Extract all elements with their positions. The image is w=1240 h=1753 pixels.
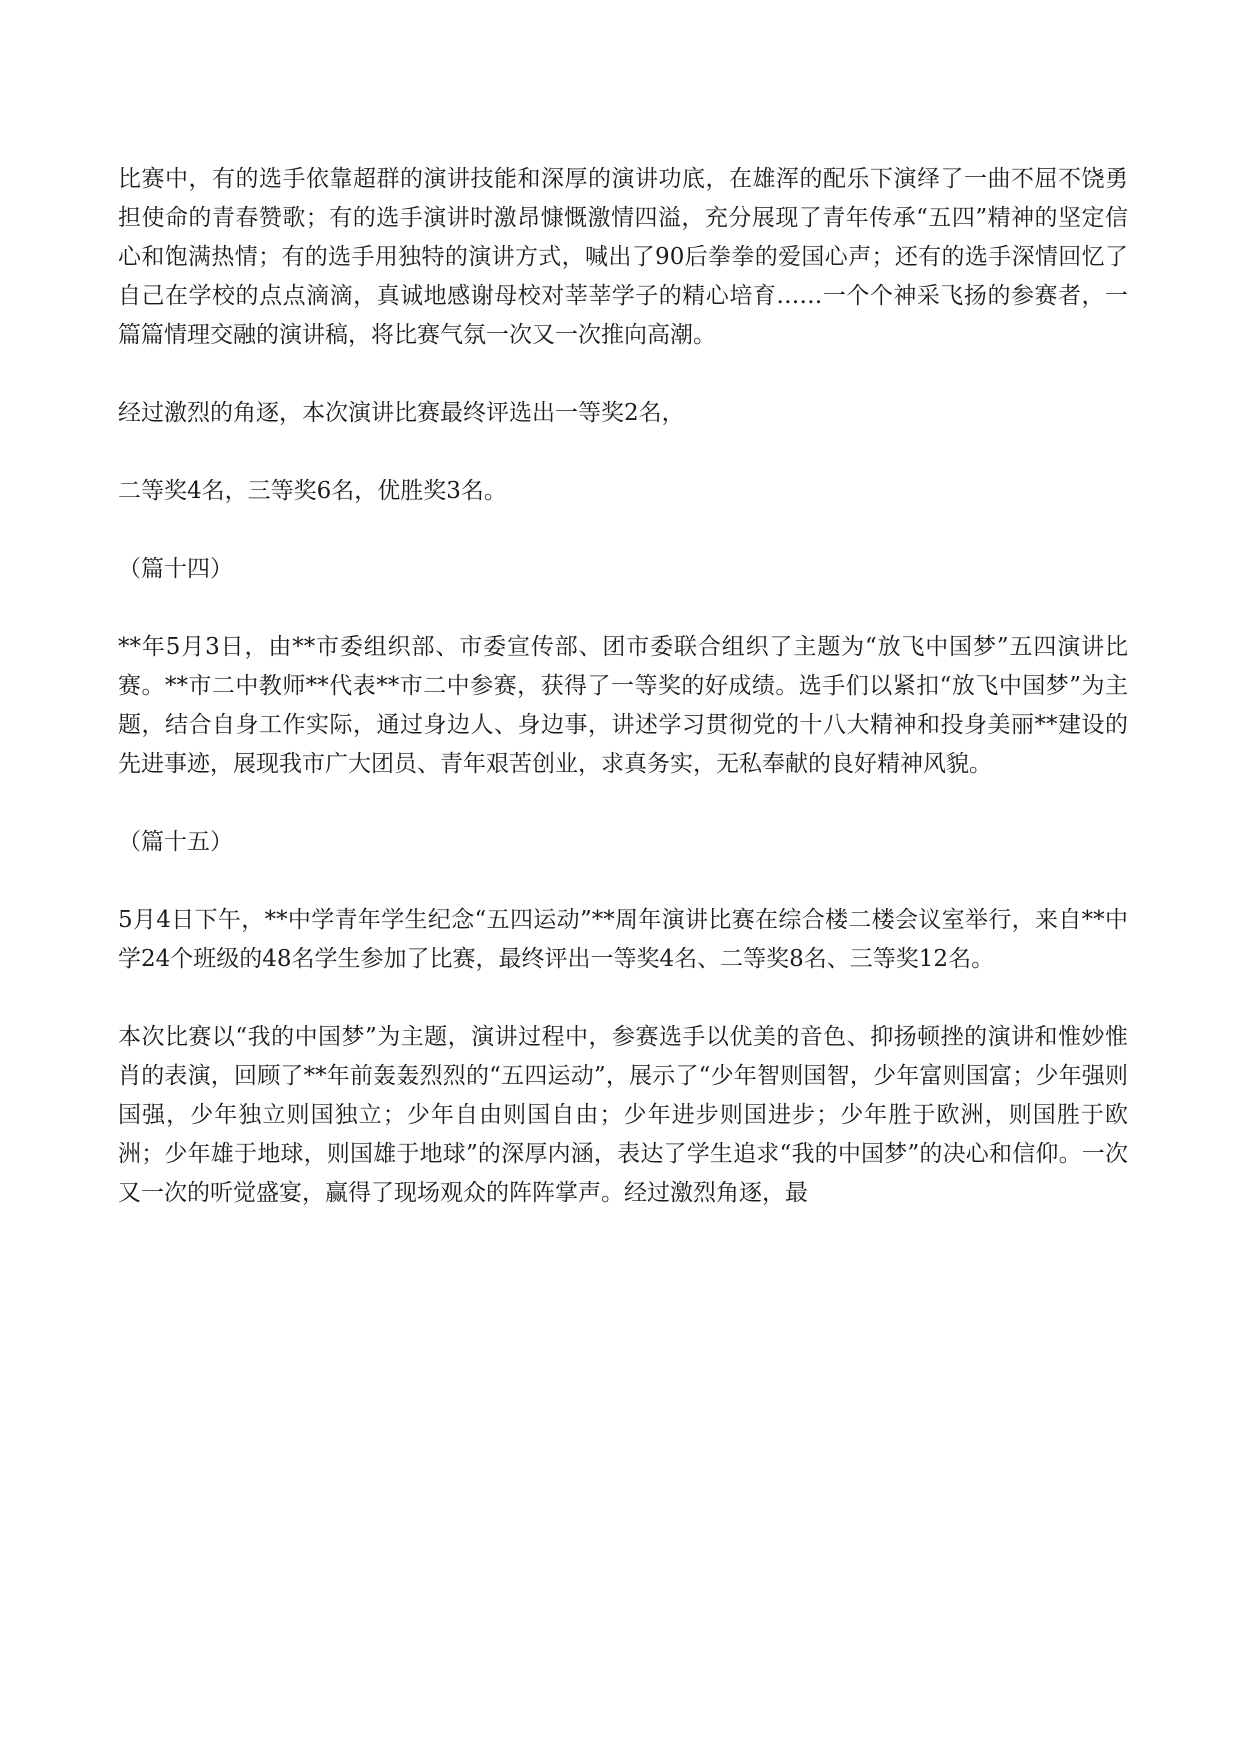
paragraph-section-15-event: 5月4日下午，**中学青年学生纪念“五四运动”**周年演讲比赛在综合楼二楼会议室举行，来自**中学24个班级的48名学生参加了比赛，最终评出一等奖4名、二等奖8名、三等奖12名。 (118, 907, 1128, 972)
paragraph-section-15-theme: 本次比赛以“我的中国梦”为主题，演讲过程中，参赛选手以优美的音色、抑扬顿挫的演讲和惟妙惟肖的表演，回顾了**年前轰轰烈烈的“五四运动”，展示了“少年智则国智，少年富则国富；少年强则国强，少年独立则国独立；少年自由则国自由；少年进步则国进步；少年胜于欧洲，则国胜于欧洲；少年雄于地球，则国雄于地球”的深厚内涵，表达了学生追求“我的中国梦”的决心和信仰。一次又一次的听觉盛宴，赢得了现场观众的阵阵掌声。经过激烈角逐，最 (118, 1024, 1128, 1206)
paragraph-other-prizes-result: 二等奖4名，三等奖6名，优胜奖3名。 (118, 478, 507, 504)
paragraph-section-14-body: **年5月3日，由**市委组织部、市委宣传部、团市委联合组织了主题为“放飞中国梦”五四演讲比赛。**市二中教师**代表**市二中参赛，获得了一等奖的好成绩。选手们以紧扣“放飞中国梦”为主题，结合自身工作实际，通过身边人、身边事，讲述学习贯彻党的十八大精神和投身美丽**建设的先进事迹，展现我市广大团员、青年艰苦创业，求真务实，无私奉献的良好精神风貌。 (118, 634, 1128, 777)
section-heading-15: （篇十五） (118, 829, 233, 855)
document-body (118, 160, 1128, 1213)
section-heading-14: （篇十四） (118, 556, 233, 582)
paragraph-first-prize-result: 经过激烈的角逐，本次演讲比赛最终评选出一等奖2名， (118, 400, 685, 426)
paragraph-competition-performances: 比赛中，有的选手依靠超群的演讲技能和深厚的演讲功底，在雄浑的配乐下演绎了一曲不屈不饶勇担使命的青春赞歌；有的选手演讲时激昂慷慨激情四溢，充分展现了青年传承“五四”精神的坚定信心和饱满热情；有的选手用独特的演讲方式，喊出了90后拳拳的爱国心声；还有的选手深情回忆了自己在学校的点点滴滴，真诚地感谢母校对莘莘学子的精心培育……一个个神采飞扬的参赛者，一篇篇情理交融的演讲稿，将比赛气氛一次又一次推向高潮。 (118, 166, 1128, 348)
